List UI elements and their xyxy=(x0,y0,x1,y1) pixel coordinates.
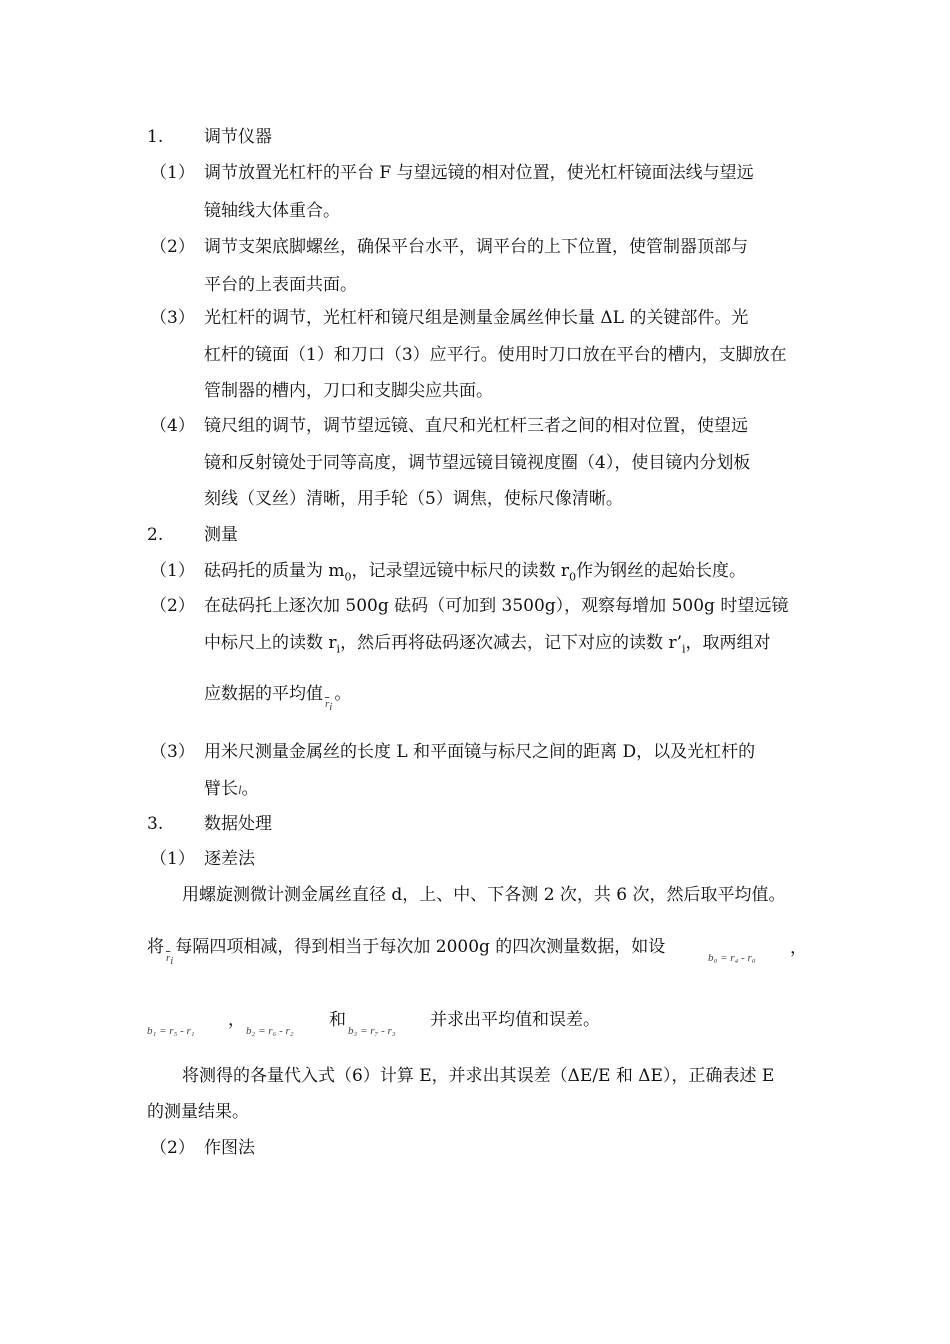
item-1-4-number: （4） xyxy=(150,416,195,436)
equation-b0: b₀ = r₄ - r₀ xyxy=(708,952,756,964)
item-1-1-line2: 镜轴线大体重合。 xyxy=(204,201,340,221)
subscript-i: i xyxy=(336,642,341,656)
item-2-3-line2 xyxy=(204,781,259,798)
item-2-1-text-e: 作为钢丝的起始长度。 xyxy=(576,561,747,581)
paragraph-difference xyxy=(147,937,666,968)
item-3-2-number: （2） xyxy=(150,1138,195,1158)
item-2-3-number: （3） xyxy=(150,742,195,762)
text-fragment: 每隔四项相减，得到相当于每次加 2000g 的四次测量数据，如设 xyxy=(175,937,666,957)
math-var: $\overline{r}$ xyxy=(325,698,330,710)
item-2-1-line xyxy=(204,563,746,582)
text-fragment: 将 xyxy=(147,937,164,957)
section-1-title: 调节仪器 xyxy=(204,127,272,147)
equation-b1: b₁ = r₅ - r₁ xyxy=(147,1025,195,1037)
item-1-1-line1: 调节放置光杠杆的平台 F 与望远镜的相对位置，使光杠杆镜面法线与望远 xyxy=(204,163,754,183)
item-2-2-line1: 在砝码托上逐次加 500g 砝码（可加到 3500g），观察每增加 500g 时望远镜 xyxy=(204,596,789,616)
item-1-3-line2: 杠杆的镜面（1）和刀口（3）应平行。使用时刀口放在平台的槽内，支脚放在 xyxy=(204,345,787,365)
item-1-2-number: （2） xyxy=(150,237,195,257)
equation-b3: b₃ = r₇ - r₃ xyxy=(348,1025,396,1037)
item-3-1-title: 逐差法 xyxy=(204,849,255,869)
section-3-number: 3. xyxy=(147,814,164,834)
item-1-4-line1: 镜尺组的调节，调节望远镜、直尺和光杠杆三者之间的相对位置，使望远 xyxy=(204,416,748,436)
equation-b2: b₂ = r₆ - r₂ xyxy=(246,1025,294,1037)
text-fragment: ，取两组对 xyxy=(685,633,771,653)
item-2-1-text-a: 砝码托的质量为 m xyxy=(204,561,345,581)
item-1-4-line3: 刻线（叉丝）清晰，用手轮（5）调焦，使标尺像清晰。 xyxy=(204,489,623,509)
mean-r-symbol: ri xyxy=(166,952,174,968)
item-3-2-title: 作图法 xyxy=(204,1138,255,1158)
comma: ， xyxy=(228,1010,245,1030)
paragraph-compute-e-line1: 将测得的各量代入式（6）计算 E，并求出其误差（ΔE/E 和 ΔE），正确表述 E xyxy=(182,1066,775,1086)
paragraph-diameter: 用螺旋测微计测金属丝直径 d，上、中、下各测 2 次，共 6 次，然后取平均值。 xyxy=(182,885,786,905)
subscript-zero: 0 xyxy=(569,570,577,584)
item-1-4-line2: 镜和反射镜处于同等高度，调节望远镜目镜视度圈（4），使目镜内分划板 xyxy=(204,453,751,473)
item-1-3-number: （3） xyxy=(150,308,195,328)
item-2-2-line3 xyxy=(204,684,352,714)
subscript-i: i xyxy=(682,642,686,656)
math-sub: i xyxy=(329,701,333,714)
item-1-2-line2: 平台的上表面共面。 xyxy=(204,275,357,295)
item-2-1-number: （1） xyxy=(150,561,195,581)
item-2-2-number: （2） xyxy=(150,596,195,616)
comma: ， xyxy=(790,938,807,958)
item-1-1-number: （1） xyxy=(150,163,195,183)
text-and: 和 xyxy=(329,1010,346,1030)
item-1-2-line1: 调节支架底脚螺丝，确保平台水平，调平台的上下位置，使管制器顶部与 xyxy=(204,237,748,257)
mean-r-symbol xyxy=(325,698,333,714)
section-2-number: 2. xyxy=(147,525,164,545)
paragraph-compute-e-line2: 的测量结果。 xyxy=(147,1102,249,1122)
text-mean-and-error: 并求出平均值和误差。 xyxy=(430,1010,600,1030)
text-fragment: 中标尺上的读数 r xyxy=(204,633,337,653)
text-fragment: 臂长 xyxy=(204,779,238,799)
section-3-title: 数据处理 xyxy=(204,814,272,834)
text-fragment: 。 xyxy=(334,684,352,704)
item-2-1-text-c: ，记录望远镜中标尺的读数 r xyxy=(351,561,570,581)
text-fragment: 应数据的平均值 xyxy=(204,684,323,704)
section-1-number: 1. xyxy=(147,127,164,147)
item-1-3-line1: 光杠杆的调节，光杠杆和镜尺组是测量金属丝伸长量 ΔL 的关键部件。光 xyxy=(204,308,749,328)
item-2-3-line1: 用米尺测量金属丝的长度 L 和平面镜与标尺之间的距离 D，以及光杠杆的 xyxy=(204,742,756,762)
item-2-2-line2 xyxy=(204,635,771,654)
item-1-3-line3: 管制器的槽内，刀口和支脚尖应共面。 xyxy=(204,381,493,401)
text-fragment: 。 xyxy=(241,779,259,799)
text-fragment: ，然后再将砝码逐次减去，记下对应的读数 r’ xyxy=(340,633,682,653)
arm-length-symbol: l xyxy=(238,782,242,797)
item-3-1-number: （1） xyxy=(150,849,195,869)
section-2-title: 测量 xyxy=(204,525,238,545)
subscript-zero: 0 xyxy=(344,570,352,584)
